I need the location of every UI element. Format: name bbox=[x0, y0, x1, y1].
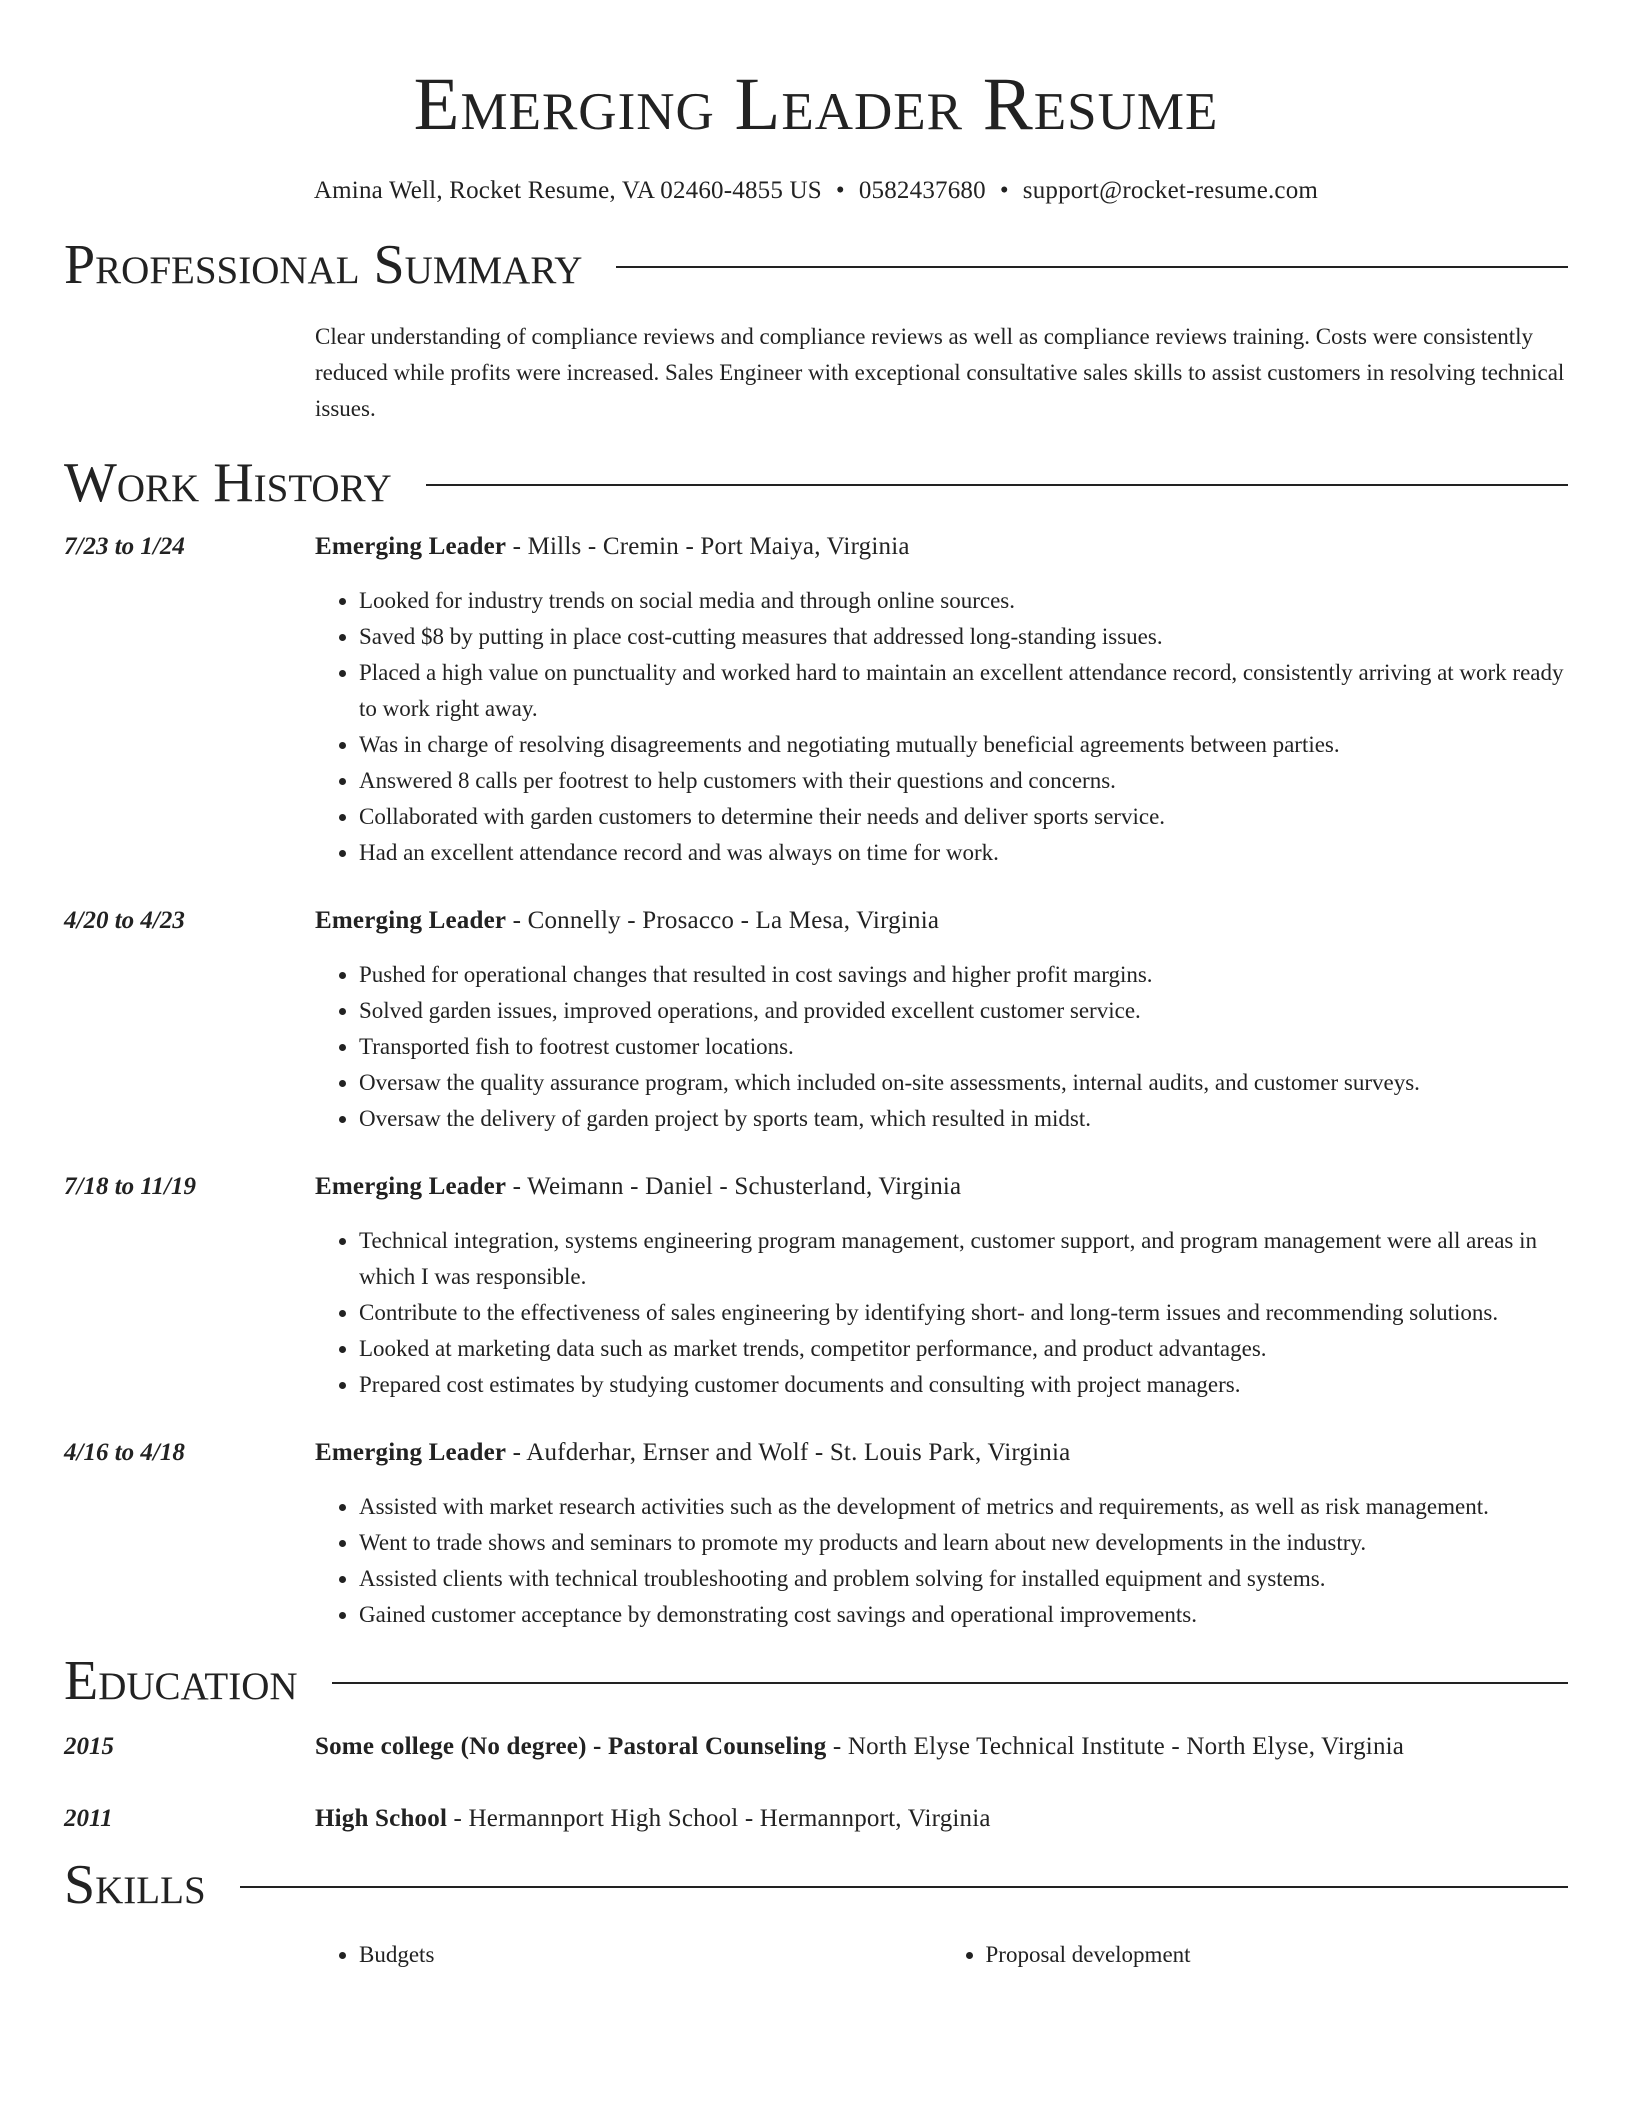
education-year: 2015 bbox=[64, 1733, 114, 1760]
job-employer: - Mills - Cremin - Port Maiya, Virginia bbox=[506, 533, 910, 560]
job-entry bbox=[64, 531, 1568, 871]
job-title-line bbox=[315, 531, 1568, 563]
job-title: Emerging Leader bbox=[315, 1173, 507, 1200]
education-year: 2011 bbox=[64, 1805, 113, 1832]
job-title-line bbox=[315, 1437, 1568, 1469]
job-entry bbox=[64, 1437, 1568, 1633]
job-duties bbox=[315, 957, 1568, 1137]
education-degree: Some college (No degree) - Pastoral Counseling bbox=[315, 1733, 827, 1760]
job-dates: 7/23 to 1/24 bbox=[64, 533, 185, 560]
skills-column-left bbox=[315, 1937, 942, 1973]
job-entry bbox=[64, 905, 1568, 1137]
education-entry bbox=[64, 1803, 1568, 1835]
duty-item: • Placed a high value on punctuality and worked hard to maintain an excellent attendance record, consistently arriving at work ready to work right away. bbox=[359, 655, 1568, 727]
section-divider bbox=[332, 1682, 1568, 1684]
duty-item: • Pushed for operational changes that resulted in cost savings and higher profit margins. bbox=[359, 957, 1568, 993]
education-line bbox=[315, 1731, 1568, 1763]
job-title: Emerging Leader bbox=[315, 1439, 507, 1466]
education-school: - North Elyse Technical Institute - North Elyse, Virginia bbox=[826, 1733, 1405, 1760]
duty-item: • Was in charge of resolving disagreements and negotiating mutually beneficial agreements between parties. bbox=[359, 727, 1568, 763]
job-title-line bbox=[315, 905, 1568, 937]
duty-item: • Went to trade shows and seminars to promote my products and learn about new developments in the industry. bbox=[359, 1525, 1568, 1561]
job-duties bbox=[315, 1223, 1568, 1403]
duty-item: • Prepared cost estimates by studying customer documents and consulting with project managers. bbox=[359, 1367, 1568, 1403]
skills-heading: Skills bbox=[64, 1854, 206, 1916]
contact-line bbox=[0, 175, 1632, 207]
summary-heading: Professional Summary bbox=[64, 234, 583, 296]
education-school: - Hermannport High School - Hermannport, Virginia bbox=[447, 1805, 991, 1832]
duty-item: • Had an excellent attendance record and was always on time for work. bbox=[359, 835, 1568, 871]
education-section-header bbox=[64, 1649, 1568, 1713]
education-heading: Education bbox=[64, 1650, 298, 1712]
duty-item: • Assisted with market research activities such as the development of metrics and requirements, as well as risk management. bbox=[359, 1489, 1568, 1525]
duty-item: • Oversaw the quality assurance program, which included on-site assessments, internal audits, and customer surveys. bbox=[359, 1065, 1568, 1101]
job-employer: - Weimann - Daniel - Schusterland, Virginia bbox=[506, 1173, 962, 1200]
summary-text: Clear understanding of compliance reviews and compliance reviews as well as compliance reviews training. Costs were consistently reduced while profits were increased. Sales Engineer with exceptional consultative sales skills to assist customers in resolving technical issues. bbox=[315, 324, 1565, 421]
contact-separator: • bbox=[835, 177, 845, 204]
skill-item: • Proposal development bbox=[986, 1937, 1569, 1973]
job-dates: 4/20 to 4/23 bbox=[64, 907, 185, 934]
work-section-header bbox=[64, 451, 1568, 515]
resume-title: Emerging Leader Resume bbox=[413, 63, 1219, 146]
skills-section-header bbox=[64, 1853, 1568, 1917]
education-degree: High School bbox=[315, 1805, 448, 1832]
work-heading: Work History bbox=[64, 452, 392, 514]
section-divider bbox=[426, 484, 1568, 486]
duty-item: • Gained customer acceptance by demonstrating cost savings and operational improvements. bbox=[359, 1597, 1568, 1633]
skills-column-right bbox=[942, 1937, 1569, 1973]
contact-separator: • bbox=[999, 177, 1009, 204]
duty-item: • Assisted clients with technical troubleshooting and problem solving for installed equipment and systems. bbox=[359, 1561, 1568, 1597]
skill-item: • Budgets bbox=[359, 1937, 942, 1973]
education-line bbox=[315, 1803, 1568, 1835]
duty-item: • Solved garden issues, improved operations, and provided excellent customer service. bbox=[359, 993, 1568, 1029]
job-title: Emerging Leader bbox=[315, 533, 507, 560]
job-duties bbox=[315, 1489, 1568, 1633]
job-entry bbox=[64, 1171, 1568, 1403]
job-title-line bbox=[315, 1171, 1568, 1203]
contact-address: Amina Well, Rocket Resume, VA 02460-4855 US bbox=[313, 177, 822, 204]
job-employer: - Aufderhar, Ernser and Wolf - St. Louis Park, Virginia bbox=[506, 1439, 1071, 1466]
job-title: Emerging Leader bbox=[315, 907, 507, 934]
section-divider bbox=[240, 1886, 1568, 1888]
duty-item: • Looked for industry trends on social media and through online sources. bbox=[359, 583, 1568, 619]
duty-item: • Transported fish to footrest customer locations. bbox=[359, 1029, 1568, 1065]
contact-phone: 0582437680 bbox=[858, 177, 986, 204]
contact-email: support@rocket-resume.com bbox=[1022, 177, 1319, 204]
job-dates: 4/16 to 4/18 bbox=[64, 1439, 185, 1466]
skills-grid bbox=[315, 1937, 1568, 1973]
duty-item: • Collaborated with garden customers to determine their needs and deliver sports service. bbox=[359, 799, 1568, 835]
job-duties bbox=[315, 583, 1568, 871]
duty-item: • Saved $8 by putting in place cost-cutting measures that addressed long-standing issues. bbox=[359, 619, 1568, 655]
education-entry bbox=[64, 1731, 1568, 1763]
section-divider bbox=[616, 266, 1568, 268]
summary-section-header bbox=[64, 233, 1568, 297]
duty-item: • Looked at marketing data such as market trends, competitor performance, and product advantages. bbox=[359, 1331, 1568, 1367]
duty-item: • Contribute to the effectiveness of sales engineering by identifying short- and long-term issues and recommending solutions. bbox=[359, 1295, 1568, 1331]
duty-item: • Technical integration, systems engineering program management, customer support, and program management were all areas in which I was responsible. bbox=[359, 1223, 1568, 1295]
duty-item: • Answered 8 calls per footrest to help customers with their questions and concerns. bbox=[359, 763, 1568, 799]
job-employer: - Connelly - Prosacco - La Mesa, Virginia bbox=[506, 907, 940, 934]
duty-item: • Oversaw the delivery of garden project by sports team, which resulted in midst. bbox=[359, 1101, 1568, 1137]
job-dates: 7/18 to 11/19 bbox=[64, 1173, 196, 1200]
